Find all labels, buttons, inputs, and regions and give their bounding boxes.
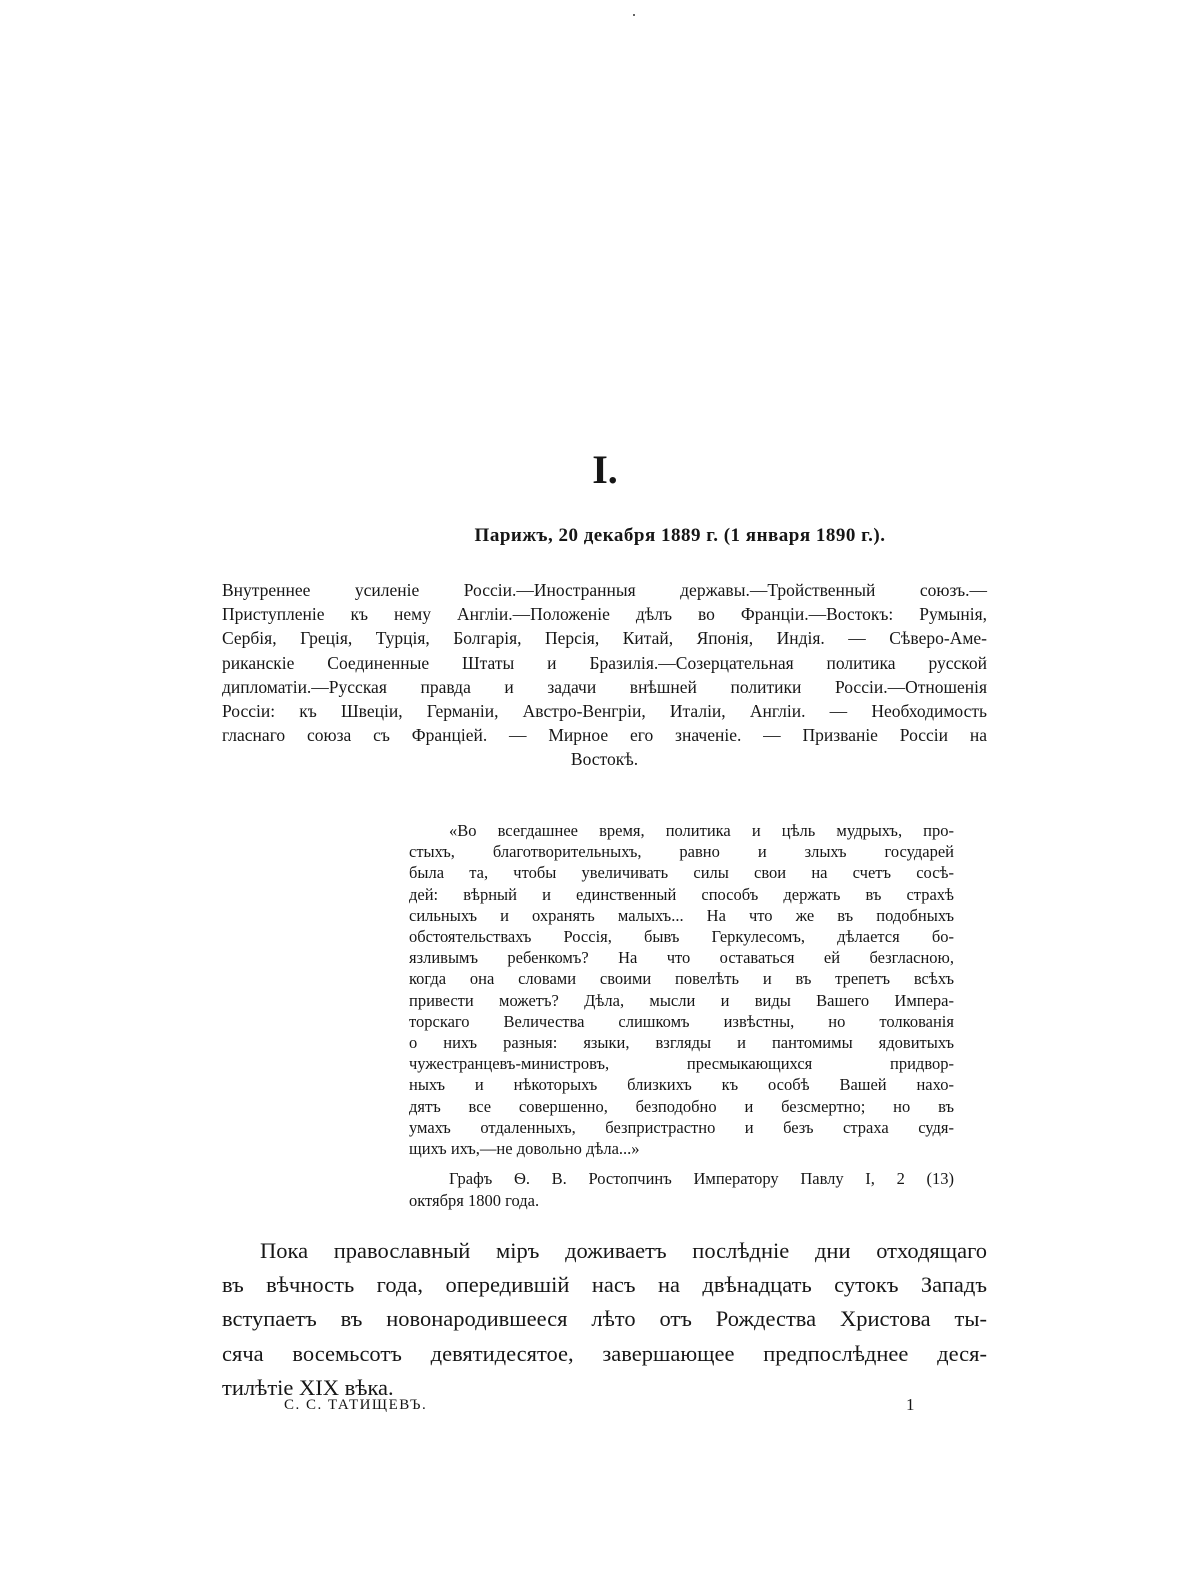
epigraph-line: торскаго Величества слишкомъ извѣстны, но толкованія — [409, 1011, 954, 1031]
summary-line: Внутреннее усиленіе Россіи.—Иностранныя державы.—Тройственный союзъ.— — [222, 580, 987, 600]
summary-line: дипломатіи.—Русская правда и задачи внѣшней политики Россіи.—Отношенія — [222, 676, 987, 697]
chapter-summary — [222, 578, 987, 772]
dateline-heading: Парижъ, 20 декабря 1889 г. (1 января 1890 г.). — [474, 525, 886, 546]
epigraph-line: умахъ отдаленныхъ, безпристрастно и безъ страха судя- — [409, 1117, 954, 1137]
body-line: тилѣтіе XIX вѣка. — [222, 1374, 394, 1400]
body-line: въ вѣчность года, опередившій насъ на двѣнадцать сутокъ Западъ — [222, 1272, 987, 1298]
attribution-line: октября 1800 года. — [409, 1190, 540, 1210]
epigraph-attribution — [409, 1168, 954, 1211]
body-line: сяча восемьсотъ девятидесятое, завершающее предпослѣднее деся- — [222, 1340, 987, 1366]
scan-speck — [633, 14, 635, 16]
epigraph-line: щихъ ихъ,—не довольно дѣла...» — [409, 1139, 640, 1159]
epigraph-line: «Во всегдашнее время, политика и цѣль мудрыхъ, про- — [449, 821, 954, 840]
chapter-numeral: I. — [592, 447, 618, 492]
epigraph-line: дей: вѣрный и единственный способъ держать въ страхѣ — [409, 884, 954, 904]
page-number: 1 — [906, 1395, 915, 1414]
summary-line: риканскіе Соединенные Штаты и Бразилія.—Созерцательная политика русской — [222, 652, 987, 673]
summary-line: гласнаго союза съ Франціей. — Мирное его значеніе. — Призваніе Россіи на — [222, 725, 987, 746]
epigraph-line: была та, чтобы увеличивать силы свои на счетъ сосѣ- — [409, 863, 954, 883]
epigraph-line: стыхъ, благотворительныхъ, равно и злыхъ государей — [409, 842, 954, 862]
summary-line: Приступленіе къ нему Англіи.—Положеніе дѣлъ во Франціи.—Востокъ: Румынія, — [222, 604, 987, 625]
epigraph-line: привести можетъ? Дѣла, мысли и виды Вашего Импера- — [409, 990, 954, 1010]
body-line: вступаетъ въ новонародившееся лѣто отъ Рождества Христова ты- — [222, 1306, 987, 1332]
summary-line: Сербія, Греція, Турція, Болгарія, Персія, Китай, Японія, Индія. — Сѣверо-Аме- — [222, 628, 987, 649]
attribution-line: Графъ Ѳ. В. Ростопчинъ Императору Павлу I, 2 (13) — [449, 1169, 954, 1188]
epigraph-line: чужестранцевъ-министровъ, пресмыкающихся придвор- — [409, 1054, 954, 1074]
footer-signature: С. С. ТАТИЩЕВЪ. — [284, 1397, 428, 1413]
epigraph-line: язливымъ ребенкомъ? На что оставаться ей безгласною, — [409, 948, 954, 968]
epigraph-line: сильныхъ и охранять малыхъ... На что же въ подобныхъ — [409, 905, 954, 925]
epigraph-line: когда она словами своими повелѣть и въ трепетъ всѣхъ — [409, 969, 954, 989]
summary-line: Россіи: къ Швеціи, Германіи, Австро-Венгріи, Италіи, Англіи. — Необходимость — [222, 701, 987, 722]
epigraph-line: о нихъ разныя: языки, взгляды и пантомимы ядовитыхъ — [409, 1033, 954, 1053]
body-paragraph — [222, 1234, 987, 1405]
epigraph-quote — [409, 820, 954, 1159]
body-line: Пока православный міръ доживаетъ послѣдніе дни отходящаго — [260, 1238, 987, 1263]
epigraph-line: обстоятельствахъ Россія, бывъ Геркулесомъ, дѣлается бо- — [409, 927, 954, 947]
epigraph-line: дятъ все совершенно, безподобно и безсмертно; но въ — [409, 1096, 954, 1116]
summary-line: Востокѣ. — [570, 749, 639, 770]
epigraph-line: ныхъ и нѣкоторыхъ близкихъ къ особѣ Вашей нахо- — [409, 1075, 954, 1095]
